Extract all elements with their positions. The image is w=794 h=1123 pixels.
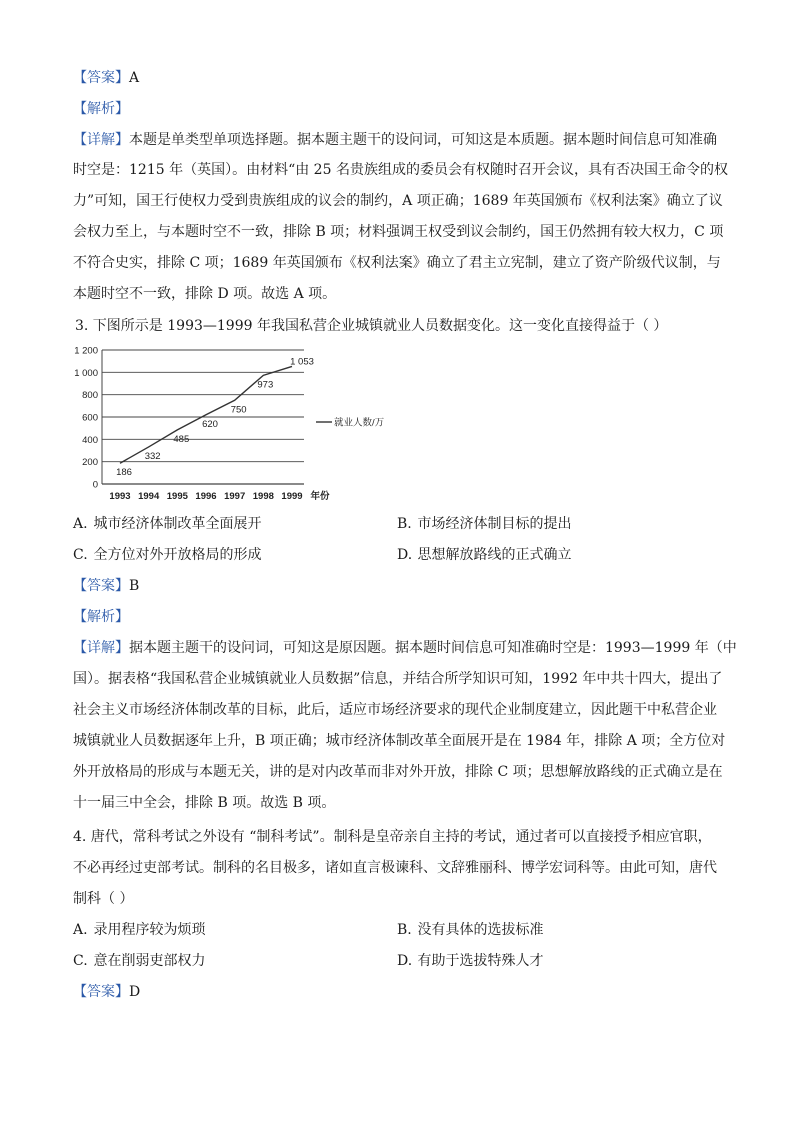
y-tick-label: 0 xyxy=(92,479,98,491)
q2-analysis-label: 【解析】 xyxy=(73,101,129,117)
data-label: 620 xyxy=(202,418,218,430)
data-label: 332 xyxy=(144,450,161,462)
q2-answer-row xyxy=(73,68,139,88)
q4-stem-line: 制科（ ） xyxy=(73,891,134,907)
q3-stem: 3. 下图所示是 1993—1999 年我国私营企业城镇就业人员数据变化。这一变化直接得益于（ ） xyxy=(75,318,668,334)
option-text: 有助于选拔特殊人才 xyxy=(417,953,544,969)
option-letter: B. xyxy=(397,922,412,938)
q2-detail-line xyxy=(73,130,717,150)
option-letter: C. xyxy=(73,547,88,563)
y-tick-label: 1 200 xyxy=(74,345,98,357)
x-tick-label: 1998 xyxy=(252,491,274,502)
option-text: 思想解放路线的正式确立 xyxy=(417,547,572,563)
q2-detail-line: 不符合史实，排除 C 项；1689 年英国颁布《权利法案》确立了君主立宪制，建立了资产阶级代议制，与 xyxy=(73,255,721,271)
detail-label: 【详解】 xyxy=(73,132,129,148)
q2-detail-line: 本题时空不一致，排除 D 项。故选 A 项。 xyxy=(73,286,337,302)
legend-label: 就业人数/万 xyxy=(334,417,385,429)
y-tick-label: 400 xyxy=(82,434,98,446)
y-tick-label: 600 xyxy=(82,412,98,424)
q4-option-a xyxy=(73,920,205,940)
data-label: 1 053 xyxy=(290,356,314,368)
q4-option-b xyxy=(397,920,543,940)
detail-label: 【详解】 xyxy=(73,640,129,656)
q3-detail-line xyxy=(73,638,737,658)
x-tick-label: 1999 xyxy=(281,491,303,502)
q3-analysis-label: 【解析】 xyxy=(73,609,129,625)
data-label: 973 xyxy=(257,379,274,391)
option-letter: B. xyxy=(397,516,412,532)
x-tick-label: 1993 xyxy=(109,491,131,502)
q3-detail-line: 城镇就业人员数据逐年上升，B 项正确；城市经济体制改革全面展开是在 1984 年，排除 A 项；全方位对 xyxy=(73,733,726,749)
option-letter: A. xyxy=(73,922,88,938)
q4-stem-line: 不必再经过吏部考试。制科的名目极多，诸如直言极谏科、文辞雅丽科、博学宏词科等。由此可知，唐代 xyxy=(73,860,717,876)
option-letter: A. xyxy=(73,516,88,532)
q3-option-b xyxy=(397,514,571,534)
option-text: 意在削弱吏部权力 xyxy=(93,953,206,969)
option-text: 没有具体的选拔标准 xyxy=(417,922,544,938)
option-text: 城市经济体制改革全面展开 xyxy=(93,516,262,532)
q3-detail-line: 社会主义市场经济体制改革的目标，此后，适应市场经济要求的现代企业制度建立，因此题干中私营企业 xyxy=(73,702,717,718)
q4-option-d xyxy=(397,951,543,971)
data-label: 485 xyxy=(173,433,190,445)
option-letter: D. xyxy=(397,953,413,969)
x-tick-label: 1996 xyxy=(195,491,217,502)
data-label: 186 xyxy=(116,467,132,479)
q3-detail-line: 外开放格局的形成与本题无关，讲的是对内改革而非对外开放，排除 C 项；思想解放路线的正式确立是在 xyxy=(73,764,723,780)
x-tick-label: 1995 xyxy=(166,491,188,502)
answer-label: 【答案】 xyxy=(73,70,129,86)
employment-line-chart xyxy=(70,342,385,504)
option-letter: C. xyxy=(73,953,88,969)
option-text: 录用程序较为烦琐 xyxy=(93,922,206,938)
y-tick-label: 800 xyxy=(82,390,98,402)
y-tick-label: 1 000 xyxy=(74,367,98,379)
q3-option-d xyxy=(397,545,571,565)
q4-option-c xyxy=(73,951,205,971)
option-text: 市场经济体制目标的提出 xyxy=(417,516,572,532)
answer-label: 【答案】 xyxy=(73,984,129,1000)
q2-detail-text: 本题是单类型单项选择题。据本题主题干的设问词，可知这是本质题。据本题时间信息可知准确 xyxy=(129,132,717,148)
x-axis-suffix: 年份 xyxy=(310,491,330,502)
q3-option-c xyxy=(73,545,261,565)
x-tick-label: 1997 xyxy=(224,491,246,502)
q4-stem-line: 4. 唐代，常科考试之外设有 “制科考试”。制科是皇帝亲自主持的考试，通过者可以直接授予相应官职， xyxy=(73,829,712,845)
answer-label: 【答案】 xyxy=(73,578,129,594)
option-letter: D. xyxy=(397,547,413,563)
option-text: 全方位对外开放格局的形成 xyxy=(93,547,262,563)
data-label: 750 xyxy=(230,404,247,416)
x-tick-label: 1994 xyxy=(138,491,160,502)
q4-answer-value: D xyxy=(129,984,141,1000)
q3-option-a xyxy=(73,514,261,534)
q3-detail-line: 国）。据表格“我国私营企业城镇就业人员数据”信息，并结合所学知识可知，1992 年中共十四大，提出了 xyxy=(73,671,723,687)
q3-detail-line: 十一届三中全会，排除 B 项。故选 B 项。 xyxy=(73,795,336,811)
q2-answer-value: A xyxy=(129,70,140,86)
q3-detail-text: 据本题主题干的设问词，可知这是原因题。据本题时间信息可知准确时空是：1993—1999 年（中 xyxy=(129,640,737,656)
y-tick-label: 200 xyxy=(82,457,98,469)
q2-detail-line: 力”可知，国王行使权力受到贵族组成的议会的制约，A 项正确；1689 年英国颁布《权利法案》确立了议 xyxy=(73,193,723,209)
q4-answer-row xyxy=(73,982,140,1002)
q3-answer-row xyxy=(73,576,139,596)
q2-detail-line: 会权力至上，与本题时空不一致，排除 B 项；材料强调王权受到议会制约，国王仍然拥有较大权力，C 项 xyxy=(73,224,724,240)
q2-detail-line: 时空是：1215 年（英国）。由材料“由 25 名贵族组成的委员会有权随时召开会议，具有否决国王命令的权 xyxy=(73,162,728,178)
q3-answer-value: B xyxy=(129,578,140,594)
